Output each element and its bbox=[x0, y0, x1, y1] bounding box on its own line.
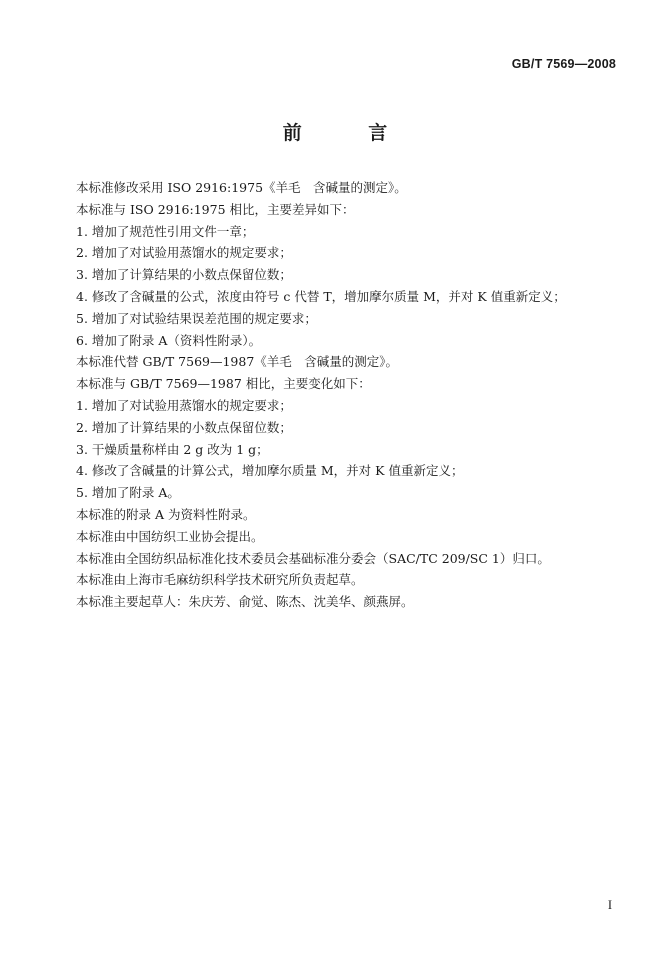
page-title: 前 言 bbox=[282, 122, 418, 144]
body-line: 4. 修改了含碱量的计算公式，增加摩尔质量 M，并对 K 值重新定义； bbox=[76, 463, 464, 479]
body-line: 5. 增加了对试验结果误差范围的规定要求； bbox=[76, 310, 317, 326]
body-line: 2. 增加了计算结果的小数点保留位数； bbox=[76, 419, 292, 435]
foreword-body bbox=[76, 177, 636, 613]
body-line: 3. 增加了计算结果的小数点保留位数； bbox=[76, 267, 292, 283]
body-line: 本标准的附录 A 为资料性附录。 bbox=[76, 506, 256, 522]
body-line: 本标准主要起草人：朱庆芳、俞觉、陈杰、沈美华、颜燕屏。 bbox=[76, 594, 414, 610]
body-line: 本标准由中国纺织工业协会提出。 bbox=[76, 528, 264, 544]
body-line: 本标准与 ISO 2916:1975 相比，主要差异如下： bbox=[76, 201, 355, 217]
body-line: 本标准由全国纺织品标准化技术委员会基础标准分委会（SAC/TC 209/SC 1）归口。 bbox=[76, 550, 550, 566]
body-line: 1. 增加了规范性引用文件一章； bbox=[76, 223, 255, 239]
body-line: 本标准由上海市毛麻纺织科学技术研究所负责起草。 bbox=[76, 572, 364, 588]
page-number: I bbox=[607, 898, 612, 912]
body-line: 4. 修改了含碱量的公式，浓度由符号 c 代替 T，增加摩尔质量 M，并对 K 值重新定义； bbox=[76, 288, 566, 304]
body-line: 本标准与 GB/T 7569—1987 相比，主要变化如下： bbox=[76, 376, 371, 392]
body-line: 5. 增加了附录 A。 bbox=[76, 485, 180, 501]
body-line: 2. 增加了对试验用蒸馏水的规定要求； bbox=[76, 245, 292, 261]
document-code: GB/T 7569—2008 bbox=[511, 57, 616, 71]
body-line: 本标准代替 GB/T 7569—1987《羊毛 含碱量的测定》。 bbox=[76, 354, 399, 370]
body-line: 6. 增加了附录 A（资料性附录）。 bbox=[76, 332, 262, 348]
body-line: 本标准修改采用 ISO 2916:1975《羊毛 含碱量的测定》。 bbox=[76, 180, 407, 195]
body-line: 3. 干燥质量称样由 2 g 改为 1 g； bbox=[76, 441, 269, 457]
body-line: 1. 增加了对试验用蒸馏水的规定要求； bbox=[76, 397, 292, 413]
